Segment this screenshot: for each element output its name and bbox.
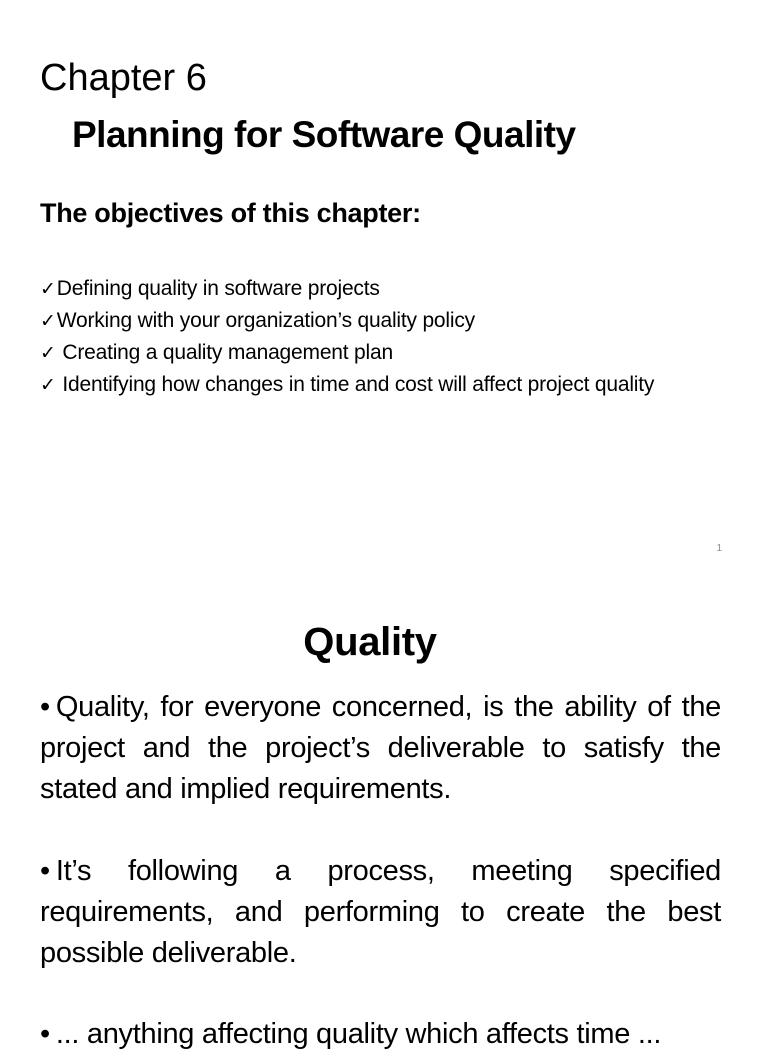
slide-2: [0, 570, 768, 1050]
objective-text: Working with your organization’s quality policy: [56, 309, 475, 332]
objective-item: [40, 273, 720, 305]
objective-text: Defining quality in software projects: [56, 277, 380, 300]
body-paragraph: [40, 1014, 721, 1055]
check-icon: ✓: [40, 343, 56, 364]
bullet-icon: •: [40, 691, 50, 723]
check-icon: ✓: [40, 279, 56, 300]
objectives-list: [40, 273, 720, 401]
objective-item: [40, 369, 720, 401]
section-title: Quality: [303, 620, 437, 664]
paragraph-text: It’s following a process, meeting specified requirements, and performing to create the best possible deliverable.: [40, 855, 721, 969]
objective-text: Creating a quality management plan: [56, 341, 393, 364]
check-icon: ✓: [40, 311, 56, 332]
paragraph-text: ... anything affecting quality which affects time ...: [55, 1018, 662, 1050]
objective-text: Identifying how changes in time and cost will affect project quality: [56, 373, 655, 396]
check-icon: ✓: [40, 375, 56, 396]
objectives-heading: The objectives of this chapter:: [40, 198, 421, 228]
body-paragraph: [40, 851, 721, 974]
paragraph-text: Quality, for everyone concerned, is the ability of the project and the project’s deliverable to satisfy the stated and implied requirements.: [40, 691, 721, 805]
body-paragraph: [40, 687, 721, 810]
chapter-label: Chapter 6: [40, 57, 207, 99]
objective-item: [40, 337, 720, 369]
bullet-icon: •: [40, 1018, 50, 1050]
bullet-icon: •: [40, 855, 50, 887]
chapter-title: Planning for Software Quality: [72, 114, 576, 155]
page-number: 1: [716, 543, 722, 554]
objective-item: [40, 305, 720, 337]
